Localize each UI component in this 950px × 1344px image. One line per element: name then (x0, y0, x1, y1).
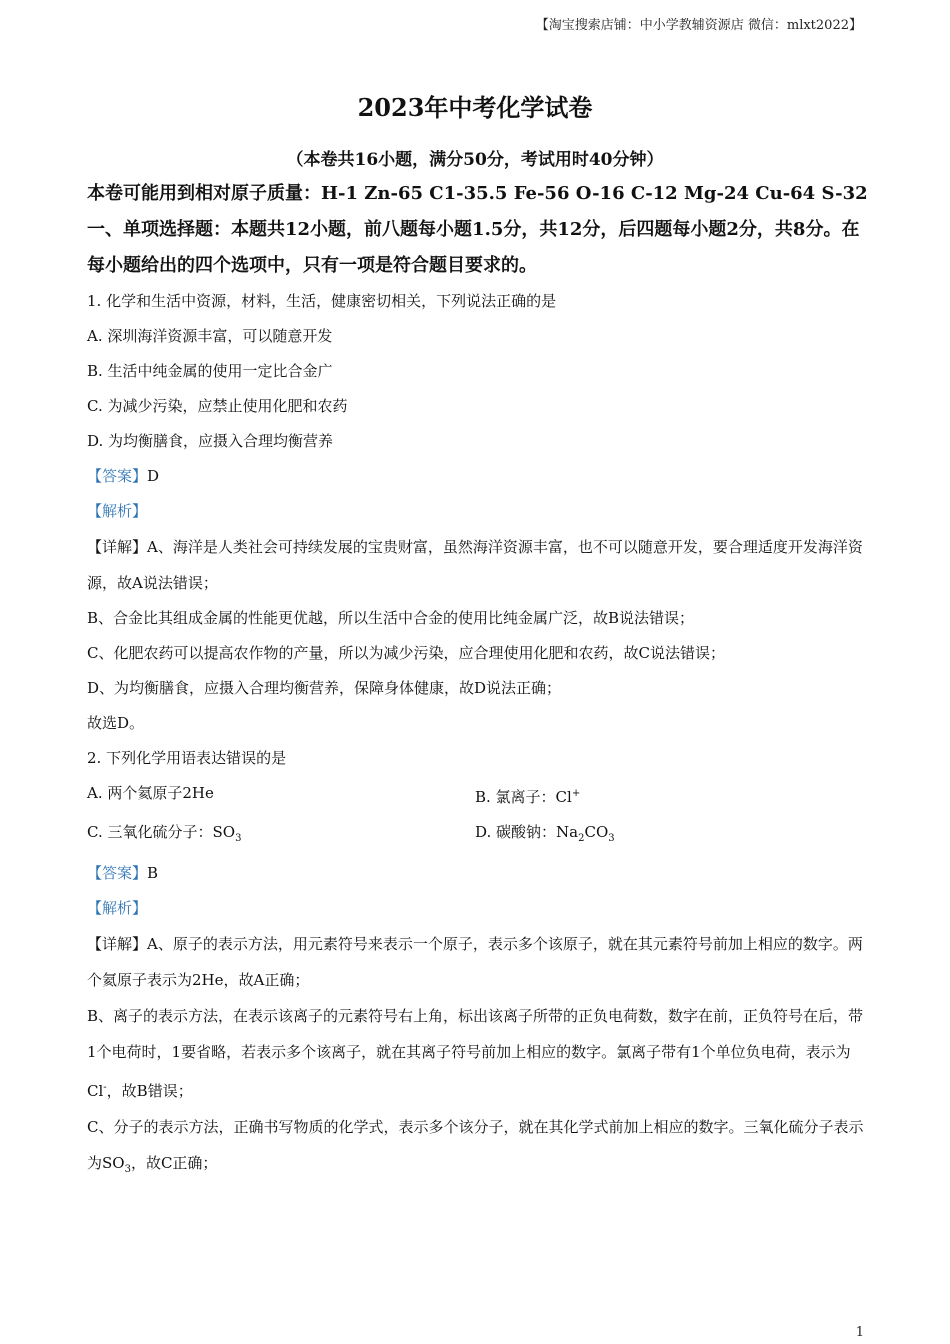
section-heading: 一、单项选择题：本题共12小题，前八题每小题1.5分，共12分，后四题每小题2分，共8分。在每小题给出的四个选项中，只有一项是符合题目要求的。 (87, 219, 860, 276)
detail-text: A、海洋是人类社会可持续发展的宝贵财富，虽然海洋资源丰富，也不可以随意开发，要合理适度开发海洋资源，故A说法错误； (87, 538, 863, 592)
question-2-option-d: D. 碳酸钠：$Na_2CO_3$ (475, 823, 615, 844)
question-1-option-b: B. 生活中纯金属的使用一定比合金广 (87, 362, 333, 380)
question-2-option-b: B. 氯离子：Cl+ (475, 788, 581, 806)
question-1-analysis-tag: 【解析】 (87, 502, 148, 520)
question-2-option-a: A. 两个氦原子2He (87, 784, 214, 802)
atomic-mass-line: 本卷可能用到相对原子质量：H-1 Zn-65 C1-35.5 Fe-56 O-16 C-12 Mg-24 Cu-64 S-32 (87, 183, 868, 204)
exam-subtitle: （本卷共16小题，满分50分，考试用时40分钟） (286, 150, 664, 170)
question-2-detail-a (87, 926, 867, 998)
page-number: 1 (855, 1325, 864, 1340)
question-1-answer (87, 459, 867, 494)
detail-text: A、原子的表示方法，用元素符号来表示一个原子，表示多个该原子，就在其元素符号前加上相应的数字。两个氦原子表示为2He，故A正确； (87, 935, 863, 989)
question-1-stem: 1. 化学和生活中资源，材料，生活，健康密切相关，下列说法正确的是 (87, 292, 557, 310)
question-2-answer (87, 856, 867, 891)
detail-tag: 【详解】 (87, 935, 148, 953)
question-1-conclusion: 故选D。 (87, 714, 145, 732)
question-2-analysis-tag: 【解析】 (87, 899, 148, 917)
question-2-options-row-2 (87, 815, 867, 856)
question-2-stem: 2. 下列化学用语表达错误的是 (87, 749, 287, 767)
question-1-detail-d: D、为均衡膳食，应摄入合理均衡营养，保障身体健康，故D说法正确； (87, 679, 562, 697)
question-1-option-d: D. 为均衡膳食，应摄入合理均衡营养 (87, 432, 334, 450)
question-1-option-c: C. 为减少污染，应禁止使用化肥和农药 (87, 397, 348, 415)
answer-tag: 【答案】 (87, 864, 148, 882)
exam-title: 2023年中考化学试卷 (357, 93, 593, 122)
detail-tag: 【详解】 (87, 538, 148, 556)
question-1-detail-a (87, 529, 867, 601)
question-2-detail-c: C、分子的表示方法，正确书写物质的化学式，表示多个该分子，就在其化学式前加上相应的数字。三氧化硫分子表示为$SO_3$，故C正确； (87, 1118, 864, 1175)
document-body (87, 176, 867, 1188)
answer-tag: 【答案】 (87, 467, 148, 485)
header-note: 【淘宝搜索店铺：中小学教辅资源店 微信：mlxt2022】 (535, 18, 862, 33)
question-1-option-a: A. 深圳海洋资源丰富，可以随意开发 (87, 327, 333, 345)
question-2-options-row-1 (87, 776, 867, 815)
question-2-detail-b: B、离子的表示方法，在表示该离子的元素符号右上角，标出该离子所带的正负电荷数，数字在前，正负符号在后，带1个电荷时，1要省略，若表示多个该离子，就在其离子符号前加上相应的数字。氯离子带有1个单位负电荷，表示为Cl-，故B错误； (87, 1007, 864, 1100)
answer-value: D (147, 467, 160, 485)
question-2-option-c: C. 三氧化硫分子：$SO_3$ (87, 823, 242, 844)
answer-value: B (147, 864, 159, 882)
question-1-detail-b: B、合金比其组成金属的性能更优越，所以生活中合金的使用比纯金属广泛，故B说法错误； (87, 609, 695, 627)
question-1-detail-c: C、化肥农药可以提高农作物的产量，所以为减少污染，应合理使用化肥和农药，故C说法错误； (87, 644, 725, 662)
